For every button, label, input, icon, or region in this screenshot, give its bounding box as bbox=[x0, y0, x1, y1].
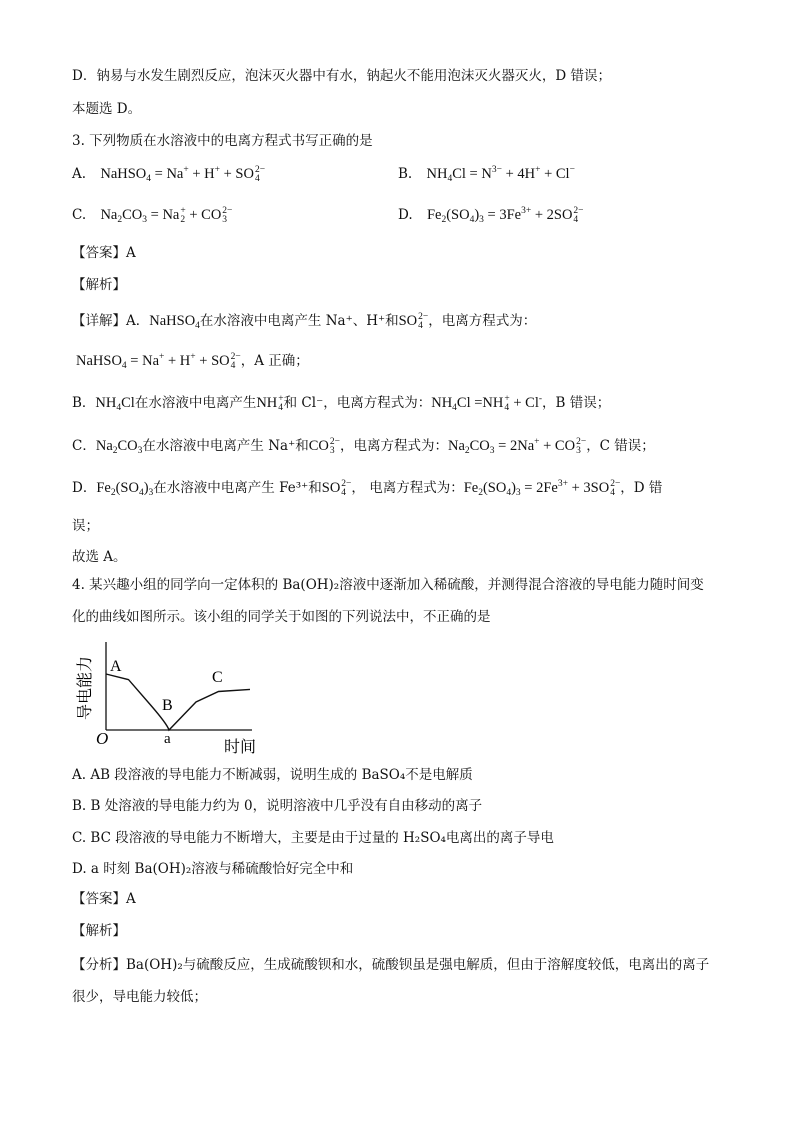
q4-fenxi-line-2: 很少，导电能力较低； bbox=[72, 989, 207, 1005]
q3-detail-d: D．$Fe_2(SO_4)_3$在水溶液中电离产生 Fe³⁺和SO 2− 4 ， 电离方程式为：$Fe_2(SO_4)_3 = 2Fe^{3+} + 3SO$ 2− 4 ，D 错 bbox=[72, 478, 663, 498]
detail-c-mid2: ，电离方程式为： bbox=[339, 438, 448, 454]
point-label-c: C bbox=[212, 669, 223, 686]
q3-choose: 故选 A。 bbox=[72, 549, 127, 565]
question-4-line-2: 化的曲线如图所示。该小组的同学关于如图的下列说法中，不正确的是 bbox=[72, 609, 491, 625]
q3-detail-b: B．$NH_4Cl$在水溶液中电离产生NH + 4 和 Cl⁻，电离方程式为：$NH_4Cl =NH$ + 4 + Cl-，B 错误； bbox=[72, 393, 611, 413]
q4-fenxi-line-1: 【分析】Ba(OH)₂与硫酸反应，生成硫酸钡和水，硫酸钡虽是强电解质，但由于溶解度较低，电离出的离子 bbox=[72, 957, 710, 973]
q3-option-d-label: D. bbox=[398, 207, 413, 223]
q3-detail-a-equation: NaHSO$_4$ = Na+ + H+ + SO 2− 4 ，A 正确； bbox=[76, 351, 309, 371]
q3-option-b: B. $NH_4Cl = N^{3-} + 4H^+ + Cl^-$ bbox=[398, 165, 575, 184]
q4-option-a: A. AB 段溶液的导电能力不断减弱，说明生成的 BaSO₄不是电解质 bbox=[72, 767, 473, 783]
text-line-d-sodium: D．钠易与水发生剧烈反应，泡沫灭火器中有水，钠起火不能用泡沫灭火器灭火，D 错误； bbox=[72, 68, 611, 84]
q3-option-d: D. $Fe_2(SO_4)_3 = 3Fe^{3+} + 2SO$ 2− 4 bbox=[398, 205, 584, 225]
point-label-b: B bbox=[162, 697, 173, 714]
detail-a-post: ，电离方程式为： bbox=[428, 313, 537, 329]
q3-option-b-label: B. bbox=[398, 166, 413, 182]
q4-option-c: C. BC 段溶液的导电能力不断增大，主要是由于过量的 H₂SO₄电离出的离子导电 bbox=[72, 830, 554, 846]
q3-option-a-label: A. bbox=[72, 166, 87, 182]
q4-option-d: D. a 时刻 Ba(OH)₂溶液与稀硫酸恰好完全中和 bbox=[72, 861, 354, 877]
detail-d-end: ，D 错 bbox=[620, 480, 663, 496]
origin-label: O bbox=[96, 729, 109, 748]
q4-option-b: B. B 处溶液的导电能力约为 0，说明溶液中几乎没有自由移动的离子 bbox=[72, 798, 483, 814]
q3-option-a: A. NaHSO$_4$ = Na+ + H+ + SO 2− 4 bbox=[72, 164, 266, 184]
conductivity-chart bbox=[72, 640, 272, 758]
question-3-title: 3. 下列物质在水溶液中的电离方程式书写正确的是 bbox=[72, 133, 373, 149]
q4-analysis-heading: 【解析】 bbox=[72, 923, 126, 939]
detail-c-end: ，C 错误； bbox=[586, 438, 655, 454]
detail-a-correct: ，A 正确； bbox=[240, 353, 309, 369]
x-axis-label: 时间 bbox=[223, 737, 257, 756]
detail-a-mid: 在水溶液中电离产生 Na⁺、H⁺和 bbox=[199, 313, 399, 329]
q3-analysis-heading: 【解析】 bbox=[72, 277, 126, 293]
detail-b-end: ，B 错误； bbox=[542, 395, 611, 411]
question-4-line-1: 4. 某兴趣小组的同学向一定体积的 Ba(OH)₂溶液中逐渐加入稀硫酸，并测得混合溶液的导电能力随时间变 bbox=[72, 577, 704, 593]
q3-option-c: C. $Na_2CO_3 = Na$ + 2 + CO 2− 3 bbox=[72, 205, 233, 225]
detail-d-prefix: D． bbox=[72, 480, 97, 496]
detail-b-mid2: 和 Cl⁻，电离方程式为： bbox=[283, 395, 432, 411]
q3-detail-c: C．$Na_2CO_3$在水溶液中电离产生 Na⁺和CO 2− 3 ，电离方程式为：$Na_2CO_3 = 2Na^+$ + CO 2− 3 ，C 错误； bbox=[72, 436, 655, 456]
q3-answer: 【答案】A bbox=[72, 245, 136, 261]
conductivity-curve bbox=[106, 674, 250, 730]
detail-c-mid: 在水溶液中电离产生 Na⁺和 bbox=[142, 438, 309, 454]
q3-detail-a: 【详解】A．NaHSO$_4$在水溶液中电离产生 Na⁺、H⁺和SO 2− 4 ，电离方程式为： bbox=[72, 311, 537, 331]
detail-c-prefix: C． bbox=[72, 438, 96, 454]
detail-d-mid2: ， 电离方程式为： bbox=[351, 480, 464, 496]
text-line-choose-d: 本题选 D。 bbox=[72, 101, 142, 117]
detail-a-prefix: 【详解】A． bbox=[72, 313, 150, 329]
q3-detail-d-wrap: 误； bbox=[72, 518, 99, 534]
point-label-a: A bbox=[110, 658, 122, 675]
q3-option-c-label: C. bbox=[72, 207, 87, 223]
detail-d-mid: 在水溶液中电离产生 Fe³⁺和 bbox=[153, 480, 322, 496]
y-axis-label: 导电能力 bbox=[75, 655, 94, 721]
detail-b-prefix: B． bbox=[72, 395, 96, 411]
detail-b-mid: 在水溶液中电离产生 bbox=[134, 395, 257, 411]
q4-answer: 【答案】A bbox=[72, 891, 136, 907]
tick-label-a: a bbox=[164, 731, 171, 747]
